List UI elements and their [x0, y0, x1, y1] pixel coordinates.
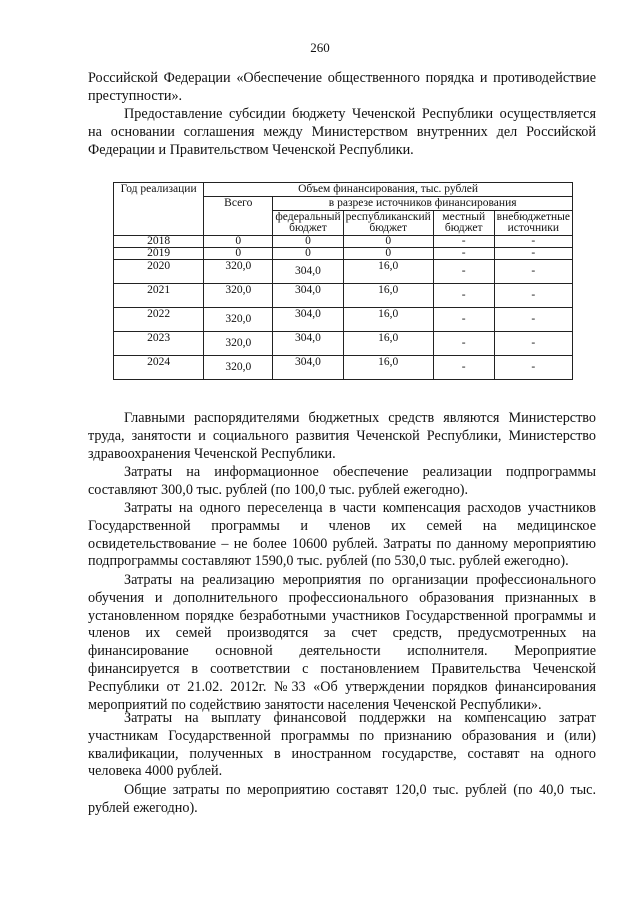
- cell-extra: -: [494, 248, 572, 260]
- header-federal: федеральный бюджет: [273, 211, 343, 236]
- body-paragraph-3: Затраты на одного переселенца в части компенсация расходов участников Государственной программы и членов их семей на медицинское освидетельствование – не более 10600 рублей. Затраты по данному мероприятию подпрограммы составляют 1590,0 тыс. рублей (по 530,0 тыс. рублей ежегодно).: [88, 500, 596, 570]
- page-number: 260: [310, 40, 330, 55]
- cell-local: -: [433, 356, 494, 380]
- cell-republic: 16,0: [343, 260, 433, 284]
- header-republic: республиканский бюджет: [343, 211, 433, 236]
- cell-federal: 304,0: [273, 356, 343, 380]
- cell-year: 2022: [114, 308, 204, 332]
- table-row: [114, 284, 573, 308]
- intro-paragraph-1: Российской Федерации «Обеспечение общественного порядка и противодействие преступности».: [88, 70, 596, 104]
- cell-local: -: [433, 308, 494, 332]
- table-row: [114, 332, 573, 356]
- table-row: [114, 260, 573, 284]
- header-volume: Объем финансирования, тыс. рублей: [204, 183, 573, 197]
- cell-total: 320,0: [204, 260, 273, 284]
- cell-total: 320,0: [204, 332, 273, 356]
- cell-extra: -: [494, 332, 572, 356]
- body-paragraph-2: Затраты на информационное обеспечение реализации подпрограммы составляют 300,0 тыс. рублей (по 100,0 тыс. рублей ежегодно).: [88, 464, 596, 498]
- cell-local: -: [433, 332, 494, 356]
- cell-federal: 304,0: [273, 284, 343, 308]
- cell-federal: 0: [273, 236, 343, 248]
- cell-federal: 304,0: [273, 332, 343, 356]
- cell-total: 0: [204, 236, 273, 248]
- cell-extra: -: [494, 356, 572, 380]
- body-paragraph-6: Общие затраты по мероприятию составят 120,0 тыс. рублей (по 40,0 тыс. рублей ежегодно).: [88, 782, 596, 816]
- financing-table: [113, 182, 573, 380]
- cell-extra: -: [494, 284, 572, 308]
- body-paragraph-4: Затраты на реализацию мероприятия по организации профессионального обучения и дополнительного профессионального образования признанных в установленном порядке безработными участников Государственной программы и членов их семей производятся за счет средств, предусмотренных на финансирование основной деятельности исполнителя. Мероприятие финансируется в соответствии с постановлением Правительства Чеченской Республики от 21.02. 2012г. №33 «Об утверждении порядков финансирования мероприятий по содействию занятости населения Чеченской Республики».: [88, 572, 596, 713]
- cell-extra: -: [494, 260, 572, 284]
- cell-local: -: [433, 260, 494, 284]
- header-extra: внебюджетные источники: [494, 211, 572, 236]
- cell-year: 2024: [114, 356, 204, 380]
- cell-year: 2021: [114, 284, 204, 308]
- cell-federal: 304,0: [273, 260, 343, 284]
- cell-total: 320,0: [204, 284, 273, 308]
- body-paragraph-5: Затраты на выплату финансовой поддержки на компенсацию затрат участникам Государственной программы по признанию образования и (или) квалификации, полученных в иностранном государстве, составят на одного человека 4000 рублей.: [88, 710, 596, 780]
- table-row: [114, 248, 573, 260]
- header-year: Год реализации: [114, 183, 204, 236]
- intro-paragraph-2: Предоставление субсидии бюджету Чеченской Республики осуществляется на основании соглашения между Министерством внутренних дел Российской Федерации и Правительством Чеченской Республики.: [88, 106, 596, 158]
- cell-local: -: [433, 236, 494, 248]
- cell-year: 2018: [114, 236, 204, 248]
- cell-extra: -: [494, 308, 572, 332]
- cell-year: 2023: [114, 332, 204, 356]
- cell-republic: 16,0: [343, 332, 433, 356]
- cell-extra: -: [494, 236, 572, 248]
- cell-federal: 304,0: [273, 308, 343, 332]
- header-local: местный бюджет: [433, 211, 494, 236]
- cell-local: -: [433, 248, 494, 260]
- cell-republic: 16,0: [343, 356, 433, 380]
- table-row: [114, 308, 573, 332]
- cell-total: 320,0: [204, 356, 273, 380]
- cell-local: -: [433, 284, 494, 308]
- cell-republic: 0: [343, 236, 433, 248]
- header-total: Всего: [204, 197, 273, 236]
- cell-year: 2020: [114, 260, 204, 284]
- cell-republic: 16,0: [343, 284, 433, 308]
- table-row: [114, 236, 573, 248]
- cell-total: 0: [204, 248, 273, 260]
- cell-total: 320,0: [204, 308, 273, 332]
- cell-republic: 16,0: [343, 308, 433, 332]
- body-paragraph-1: Главными распорядителями бюджетных средств являются Министерство труда, занятости и социального развития Чеченской Республики, Министерство здравоохранения Чеченской Республики.: [88, 410, 596, 462]
- cell-republic: 0: [343, 248, 433, 260]
- cell-federal: 0: [273, 248, 343, 260]
- header-sources: в разрезе источников финансирования: [273, 197, 573, 211]
- table-row: [114, 356, 573, 380]
- cell-year: 2019: [114, 248, 204, 260]
